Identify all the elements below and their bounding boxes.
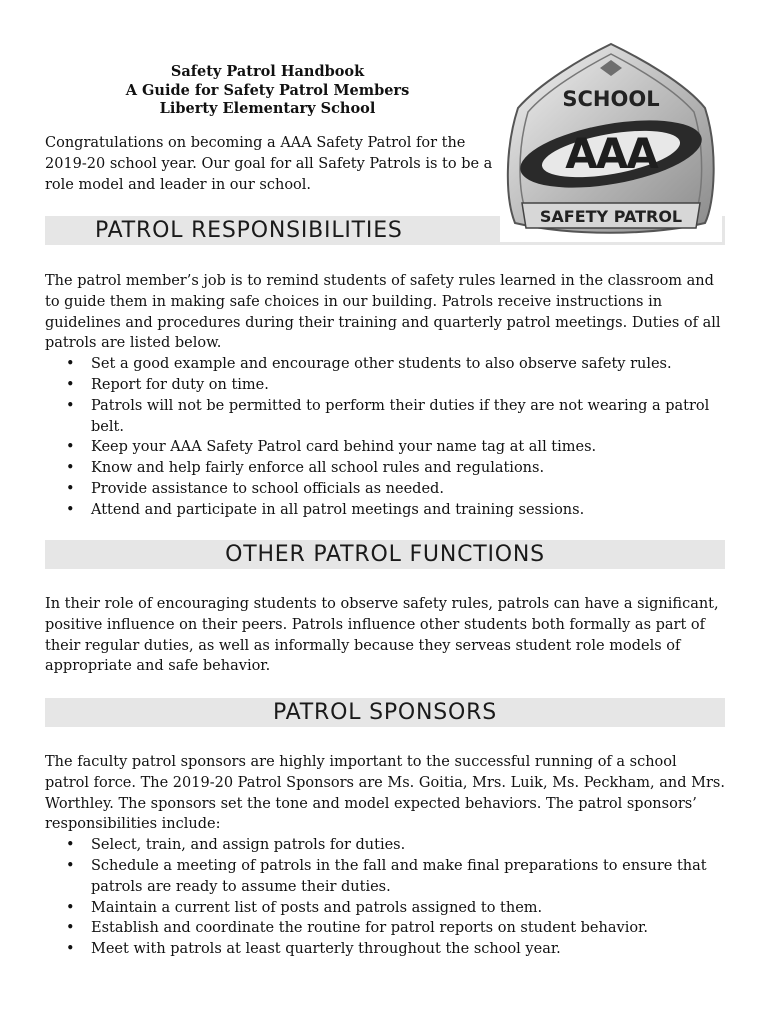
intro-paragraph: Congratulations on becoming a AAA Safety Patrol for the 2019-20 school year. Our goal for all Safety Patrols is to be a role model and leader in our school. [45, 135, 493, 193]
title-line-3: Liberty Elementary School [159, 100, 376, 117]
document-title [60, 63, 475, 119]
section-heading-responsibilities: PATROL RESPONSIBILITIES [45, 216, 725, 245]
list-item: • Maintain a current list of posts and patrols assigned to them. [45, 898, 725, 919]
list-item: • Provide assistance to school officials as needed. [45, 479, 725, 500]
responsibilities-list [45, 354, 725, 520]
list-item: • Patrols will not be permitted to perform their duties if they are not wearing a patrol belt. [45, 396, 725, 438]
list-item: • Know and help fairly enforce all school rules and regulations. [45, 458, 725, 479]
list-item: • Keep your AAA Safety Patrol card behind your name tag at all times. [45, 437, 725, 458]
list-item: • Establish and coordinate the routine for patrol reports on student behavior. [45, 918, 725, 939]
sponsors-list [45, 835, 725, 960]
list-item: • Select, train, and assign patrols for duties. [45, 835, 725, 856]
section-heading-sponsors: PATROL SPONSORS [45, 698, 725, 727]
responsibilities-section [45, 271, 725, 521]
list-item: • Attend and participate in all patrol meetings and training sessions. [45, 500, 725, 521]
list-item: • Schedule a meeting of patrols in the fall and make final preparations to ensure that patrols are ready to assume their duties. [45, 856, 725, 898]
sponsors-section [45, 752, 725, 960]
sponsors-paragraph: The faculty patrol sponsors are highly important to the successful running of a school patrol force. The 2019-20 Patrol Sponsors are Ms. Goitia, Mrs. Luik, Ms. Peckham, and Mrs. Worthley. The sponsors set the tone and model expected behaviors. The patrol sponsors’ responsibilities include: [45, 754, 725, 833]
title-line-1: Safety Patrol Handbook [170, 63, 365, 80]
badge-center-text: AAA [565, 129, 657, 178]
functions-paragraph: In their role of encouraging students to observe safety rules, patrols can have a significant, positive influence on their peers. Patrols influence other students both formally as part of their regular duties, as well as informally because they serveas student role models of appropriate and safe behavior. [45, 596, 719, 675]
badge-bottom-text: SAFETY PATROL [539, 207, 683, 226]
list-item: • Meet with patrols at least quarterly throughout the school year. [45, 939, 725, 960]
badge-top-text: SCHOOL [562, 87, 660, 111]
title-line-2: A Guide for Safety Patrol Members [125, 81, 410, 99]
responsibilities-paragraph: The patrol member’s job is to remind students of safety rules learned in the classroom and to guide them in making safe choices in our building. Patrols receive instructions in guidelines and procedures during their training and quarterly patrol meetings. Duties of all patrols are listed below. [45, 273, 721, 352]
section-heading-functions: OTHER PATROL FUNCTIONS [45, 540, 725, 569]
list-item: • Report for duty on time. [45, 375, 725, 396]
list-item: • Set a good example and encourage other students to also observe safety rules. [45, 354, 725, 375]
aaa-school-safety-patrol-badge-logo [500, 38, 722, 242]
